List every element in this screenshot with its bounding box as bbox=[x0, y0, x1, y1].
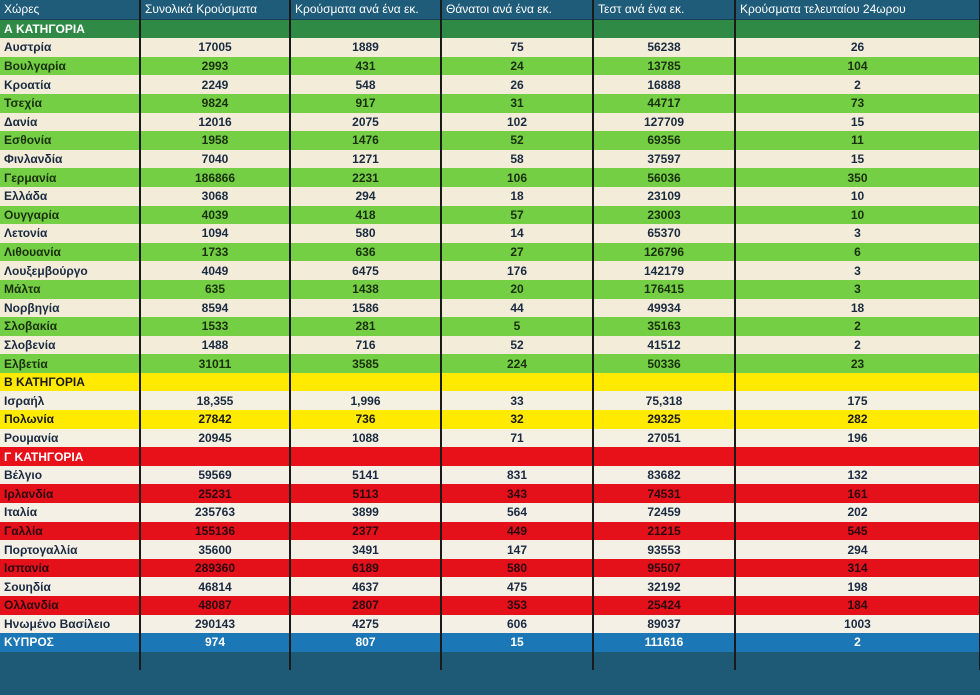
tests-per-million-cell[interactable]: 25424 bbox=[593, 596, 735, 615]
cases-per-million-cell[interactable]: 716 bbox=[290, 336, 441, 355]
table-row bbox=[0, 168, 980, 187]
tests-per-million-cell[interactable]: 13785 bbox=[593, 57, 735, 76]
country-cell[interactable]: Ελβετία bbox=[0, 354, 140, 373]
total-cases-cell[interactable]: 9824 bbox=[140, 94, 290, 113]
table-row bbox=[0, 354, 980, 373]
country-cell[interactable]: Πορτογαλλία bbox=[0, 540, 140, 559]
table-row bbox=[0, 224, 980, 243]
last-24h-cell[interactable]: 3 bbox=[735, 224, 980, 243]
country-cell[interactable]: Γαλλία bbox=[0, 522, 140, 541]
last-24h-cell[interactable]: 2 bbox=[735, 633, 980, 652]
country-cell[interactable]: Ισπανία bbox=[0, 559, 140, 578]
total-cases-cell[interactable]: 46814 bbox=[140, 577, 290, 596]
deaths-per-million-cell[interactable]: 31 bbox=[441, 94, 593, 113]
total-cases-cell[interactable]: 59569 bbox=[140, 466, 290, 485]
deaths-per-million-cell[interactable]: 24 bbox=[441, 57, 593, 76]
tests-per-million-cell[interactable]: 126796 bbox=[593, 243, 735, 262]
total-cases-cell[interactable]: 635 bbox=[140, 280, 290, 299]
country-cell[interactable]: Φινλανδία bbox=[0, 150, 140, 169]
total-cases-cell[interactable]: 2993 bbox=[140, 57, 290, 76]
deaths-per-million-cell[interactable]: 27 bbox=[441, 243, 593, 262]
country-cell[interactable]: Δανία bbox=[0, 113, 140, 132]
tests-per-million-cell[interactable]: 29325 bbox=[593, 410, 735, 429]
table-row bbox=[0, 540, 980, 559]
table-row bbox=[0, 57, 980, 76]
country-cell[interactable]: Μάλτα bbox=[0, 280, 140, 299]
cases-per-million-cell[interactable]: 548 bbox=[290, 75, 441, 94]
deaths-per-million-cell[interactable]: 44 bbox=[441, 299, 593, 318]
tests-per-million-cell[interactable]: 83682 bbox=[593, 466, 735, 485]
last-24h-cell[interactable]: 132 bbox=[735, 466, 980, 485]
tests-per-million-cell[interactable]: 35163 bbox=[593, 317, 735, 336]
last-24h-cell[interactable]: 545 bbox=[735, 522, 980, 541]
country-cell[interactable]: ΚΥΠΡΟΣ bbox=[0, 633, 140, 652]
table-row bbox=[0, 484, 980, 503]
cases-per-million-cell[interactable]: 2231 bbox=[290, 168, 441, 187]
last-24h-cell[interactable]: 198 bbox=[735, 577, 980, 596]
category-row bbox=[0, 373, 980, 392]
deaths-per-million-cell[interactable]: 580 bbox=[441, 559, 593, 578]
header-tests-per-million[interactable]: Τεστ ανά ένα εκ. bbox=[593, 0, 735, 19]
deaths-per-million-cell[interactable]: 5 bbox=[441, 317, 593, 336]
tests-per-million-cell[interactable]: 50336 bbox=[593, 354, 735, 373]
country-cell[interactable] bbox=[0, 652, 140, 671]
total-cases-cell[interactable]: 290143 bbox=[140, 615, 290, 634]
table-row bbox=[0, 243, 980, 262]
last-24h-cell[interactable]: 73 bbox=[735, 94, 980, 113]
table-row bbox=[0, 38, 980, 57]
tests-per-million-cell[interactable]: 142179 bbox=[593, 261, 735, 280]
tests-per-million-cell[interactable]: 37597 bbox=[593, 150, 735, 169]
country-cell[interactable]: Ισραήλ bbox=[0, 391, 140, 410]
country-cell[interactable]: Βουλγαρία bbox=[0, 57, 140, 76]
last-24h-cell[interactable]: 26 bbox=[735, 38, 980, 57]
last-24h-cell[interactable]: 2 bbox=[735, 317, 980, 336]
table-row bbox=[0, 280, 980, 299]
table-row bbox=[0, 336, 980, 355]
cases-per-million-cell[interactable]: 2075 bbox=[290, 113, 441, 132]
last-24h-cell[interactable]: 161 bbox=[735, 484, 980, 503]
tests-per-million-cell[interactable]: 127709 bbox=[593, 113, 735, 132]
deaths-per-million-cell[interactable]: 26 bbox=[441, 75, 593, 94]
total-cases-cell[interactable]: 4039 bbox=[140, 206, 290, 225]
category-row bbox=[0, 19, 980, 38]
total-cases-cell[interactable]: 2249 bbox=[140, 75, 290, 94]
deaths-per-million-cell[interactable]: 353 bbox=[441, 596, 593, 615]
cases-per-million-cell[interactable]: 3899 bbox=[290, 503, 441, 522]
tests-per-million-cell[interactable]: 56036 bbox=[593, 168, 735, 187]
total-cases-cell[interactable]: 186866 bbox=[140, 168, 290, 187]
table-row bbox=[0, 410, 980, 429]
cases-per-million-cell[interactable]: 6475 bbox=[290, 261, 441, 280]
deaths-per-million-cell[interactable]: 224 bbox=[441, 354, 593, 373]
tests-per-million-cell[interactable]: 32192 bbox=[593, 577, 735, 596]
tests-per-million-cell[interactable] bbox=[593, 373, 735, 392]
cases-per-million-cell[interactable]: 2377 bbox=[290, 522, 441, 541]
deaths-per-million-cell[interactable]: 564 bbox=[441, 503, 593, 522]
cases-per-million-cell[interactable]: 3585 bbox=[290, 354, 441, 373]
total-cases-cell[interactable]: 17005 bbox=[140, 38, 290, 57]
deaths-per-million-cell[interactable]: 52 bbox=[441, 131, 593, 150]
total-cases-cell[interactable] bbox=[140, 19, 290, 38]
tests-per-million-cell[interactable]: 23003 bbox=[593, 206, 735, 225]
cases-per-million-cell[interactable]: 418 bbox=[290, 206, 441, 225]
country-cell[interactable]: Βέλγιο bbox=[0, 466, 140, 485]
total-cases-cell[interactable]: 4049 bbox=[140, 261, 290, 280]
category-label[interactable]: Β ΚΑΤΗΓΟΡΙΑ bbox=[0, 373, 140, 392]
last-24h-cell[interactable]: 11 bbox=[735, 131, 980, 150]
total-cases-cell[interactable]: 48087 bbox=[140, 596, 290, 615]
header-total-cases[interactable]: Συνολικά Κρούσματα bbox=[140, 0, 290, 19]
cases-per-million-cell[interactable]: 4637 bbox=[290, 577, 441, 596]
header-last-24h-cases[interactable]: Κρούσματα τελευταίου 24ωρου bbox=[735, 0, 980, 19]
total-cases-cell[interactable]: 235763 bbox=[140, 503, 290, 522]
last-24h-cell[interactable]: 350 bbox=[735, 168, 980, 187]
last-24h-cell[interactable]: 10 bbox=[735, 206, 980, 225]
table-row bbox=[0, 429, 980, 448]
total-cases-cell[interactable]: 1094 bbox=[140, 224, 290, 243]
total-cases-cell[interactable]: 289360 bbox=[140, 559, 290, 578]
tests-per-million-cell[interactable] bbox=[593, 19, 735, 38]
deaths-per-million-cell[interactable]: 449 bbox=[441, 522, 593, 541]
tests-per-million-cell[interactable]: 49934 bbox=[593, 299, 735, 318]
table-row bbox=[0, 577, 980, 596]
deaths-per-million-cell[interactable]: 15 bbox=[441, 633, 593, 652]
total-cases-cell[interactable]: 18,355 bbox=[140, 391, 290, 410]
category-row bbox=[0, 447, 980, 466]
total-cases-cell[interactable]: 8594 bbox=[140, 299, 290, 318]
total-cases-cell[interactable]: 1733 bbox=[140, 243, 290, 262]
last-24h-cell[interactable]: 196 bbox=[735, 429, 980, 448]
tests-per-million-cell[interactable]: 95507 bbox=[593, 559, 735, 578]
deaths-per-million-cell[interactable]: 831 bbox=[441, 466, 593, 485]
category-label[interactable]: Α ΚΑΤΗΓΟΡΙΑ bbox=[0, 19, 140, 38]
tests-per-million-cell[interactable]: 111616 bbox=[593, 633, 735, 652]
table-row bbox=[0, 522, 980, 541]
deaths-per-million-cell[interactable] bbox=[441, 652, 593, 671]
total-cases-cell[interactable] bbox=[140, 447, 290, 466]
last-24h-cell[interactable]: 2 bbox=[735, 75, 980, 94]
tests-per-million-cell[interactable]: 44717 bbox=[593, 94, 735, 113]
cases-per-million-cell[interactable]: 4275 bbox=[290, 615, 441, 634]
cases-per-million-cell[interactable]: 5113 bbox=[290, 484, 441, 503]
table-row bbox=[0, 187, 980, 206]
cases-per-million-cell[interactable]: 1,996 bbox=[290, 391, 441, 410]
tests-per-million-cell[interactable]: 21215 bbox=[593, 522, 735, 541]
deaths-per-million-cell[interactable]: 147 bbox=[441, 540, 593, 559]
total-cases-cell[interactable]: 1958 bbox=[140, 131, 290, 150]
total-cases-cell[interactable]: 974 bbox=[140, 633, 290, 652]
last-24h-cell[interactable]: 15 bbox=[735, 150, 980, 169]
cases-per-million-cell[interactable]: 2807 bbox=[290, 596, 441, 615]
cases-per-million-cell[interactable]: 294 bbox=[290, 187, 441, 206]
total-cases-cell[interactable]: 20945 bbox=[140, 429, 290, 448]
total-cases-cell[interactable]: 35600 bbox=[140, 540, 290, 559]
tests-per-million-cell[interactable]: 65370 bbox=[593, 224, 735, 243]
last-24h-cell[interactable]: 18 bbox=[735, 299, 980, 318]
deaths-per-million-cell[interactable]: 57 bbox=[441, 206, 593, 225]
tests-per-million-cell[interactable]: 75,318 bbox=[593, 391, 735, 410]
tests-per-million-cell[interactable] bbox=[593, 447, 735, 466]
country-cell[interactable]: Ολλανδία bbox=[0, 596, 140, 615]
table-row bbox=[0, 150, 980, 169]
country-cell[interactable]: Τσεχία bbox=[0, 94, 140, 113]
cases-per-million-cell[interactable] bbox=[290, 447, 441, 466]
last-24h-cell[interactable]: 15 bbox=[735, 113, 980, 132]
cases-per-million-cell[interactable]: 636 bbox=[290, 243, 441, 262]
cases-per-million-cell[interactable]: 1271 bbox=[290, 150, 441, 169]
country-cell[interactable]: Σουηδία bbox=[0, 577, 140, 596]
country-cell[interactable]: Λουξεμβούργο bbox=[0, 261, 140, 280]
header-row bbox=[0, 0, 980, 19]
table-row bbox=[0, 94, 980, 113]
header-countries[interactable]: Χώρες bbox=[0, 0, 140, 19]
cases-per-million-cell[interactable]: 917 bbox=[290, 94, 441, 113]
tests-per-million-cell[interactable]: 93553 bbox=[593, 540, 735, 559]
country-cell[interactable]: Εσθονία bbox=[0, 131, 140, 150]
cases-per-million-cell[interactable]: 6189 bbox=[290, 559, 441, 578]
tests-per-million-cell[interactable]: 27051 bbox=[593, 429, 735, 448]
last-24h-cell[interactable]: 6 bbox=[735, 243, 980, 262]
last-24h-cell[interactable]: 2 bbox=[735, 336, 980, 355]
total-cases-cell[interactable]: 1488 bbox=[140, 336, 290, 355]
tests-per-million-cell[interactable] bbox=[593, 652, 735, 671]
table-row bbox=[0, 615, 980, 634]
country-cell[interactable]: Ουγγαρία bbox=[0, 206, 140, 225]
total-cases-cell[interactable]: 31011 bbox=[140, 354, 290, 373]
deaths-per-million-cell[interactable]: 32 bbox=[441, 410, 593, 429]
cases-per-million-cell[interactable]: 1586 bbox=[290, 299, 441, 318]
last-24h-cell[interactable]: 10 bbox=[735, 187, 980, 206]
total-cases-cell[interactable]: 25231 bbox=[140, 484, 290, 503]
total-cases-cell[interactable]: 1533 bbox=[140, 317, 290, 336]
country-cell[interactable]: Γερμανία bbox=[0, 168, 140, 187]
table-row bbox=[0, 75, 980, 94]
total-cases-cell[interactable]: 27842 bbox=[140, 410, 290, 429]
table-row bbox=[0, 317, 980, 336]
last-24h-cell[interactable] bbox=[735, 652, 980, 671]
deaths-per-million-cell[interactable]: 343 bbox=[441, 484, 593, 503]
total-cases-cell[interactable]: 3068 bbox=[140, 187, 290, 206]
country-cell[interactable]: Σλοβακία bbox=[0, 317, 140, 336]
tests-per-million-cell[interactable]: 16888 bbox=[593, 75, 735, 94]
tests-per-million-cell[interactable]: 56238 bbox=[593, 38, 735, 57]
header-deaths-per-million[interactable]: Θάνατοι ανά ένα εκ. bbox=[441, 0, 593, 19]
table-row bbox=[0, 466, 980, 485]
cases-per-million-cell[interactable]: 736 bbox=[290, 410, 441, 429]
country-cell[interactable]: Ρουμανία bbox=[0, 429, 140, 448]
tests-per-million-cell[interactable]: 23109 bbox=[593, 187, 735, 206]
category-label[interactable]: Γ ΚΑΤΗΓΟΡΙΑ bbox=[0, 447, 140, 466]
last-24h-cell[interactable]: 282 bbox=[735, 410, 980, 429]
last-24h-cell[interactable]: 1003 bbox=[735, 615, 980, 634]
table-row bbox=[0, 261, 980, 280]
deaths-per-million-cell[interactable] bbox=[441, 373, 593, 392]
cases-per-million-cell[interactable]: 580 bbox=[290, 224, 441, 243]
tests-per-million-cell[interactable]: 89037 bbox=[593, 615, 735, 634]
tests-per-million-cell[interactable]: 41512 bbox=[593, 336, 735, 355]
total-cases-cell[interactable]: 7040 bbox=[140, 150, 290, 169]
total-cases-cell[interactable]: 12016 bbox=[140, 113, 290, 132]
table-row bbox=[0, 596, 980, 615]
country-cell[interactable]: Ιρλανδία bbox=[0, 484, 140, 503]
country-cell[interactable]: Κροατία bbox=[0, 75, 140, 94]
table-row bbox=[0, 633, 980, 652]
country-cell[interactable]: Αυστρία bbox=[0, 38, 140, 57]
country-cell[interactable]: Πολωνία bbox=[0, 410, 140, 429]
table-row bbox=[0, 503, 980, 522]
country-cell[interactable]: Ελλάδα bbox=[0, 187, 140, 206]
last-24h-cell[interactable]: 314 bbox=[735, 559, 980, 578]
total-cases-cell[interactable] bbox=[140, 373, 290, 392]
last-24h-cell[interactable]: 104 bbox=[735, 57, 980, 76]
deaths-per-million-cell[interactable]: 606 bbox=[441, 615, 593, 634]
deaths-per-million-cell[interactable] bbox=[441, 447, 593, 466]
country-cell[interactable]: Νορβηγία bbox=[0, 299, 140, 318]
table-row bbox=[0, 559, 980, 578]
cases-per-million-cell[interactable]: 5141 bbox=[290, 466, 441, 485]
last-24h-cell[interactable] bbox=[735, 19, 980, 38]
tests-per-million-cell[interactable]: 74531 bbox=[593, 484, 735, 503]
empty-row bbox=[0, 652, 980, 671]
table-row bbox=[0, 391, 980, 410]
cases-per-million-cell[interactable]: 3491 bbox=[290, 540, 441, 559]
tests-per-million-cell[interactable]: 72459 bbox=[593, 503, 735, 522]
deaths-per-million-cell[interactable]: 106 bbox=[441, 168, 593, 187]
table-body bbox=[0, 19, 980, 670]
tests-per-million-cell[interactable]: 69356 bbox=[593, 131, 735, 150]
last-24h-cell[interactable] bbox=[735, 447, 980, 466]
cases-per-million-cell[interactable]: 1088 bbox=[290, 429, 441, 448]
header-cases-per-million[interactable]: Κρούσματα ανά ένα εκ. bbox=[290, 0, 441, 19]
country-cell[interactable]: Ηνωμένο Βασίλειο bbox=[0, 615, 140, 634]
cases-per-million-cell[interactable] bbox=[290, 19, 441, 38]
table-row bbox=[0, 131, 980, 150]
deaths-per-million-cell[interactable]: 71 bbox=[441, 429, 593, 448]
last-24h-cell[interactable]: 184 bbox=[735, 596, 980, 615]
deaths-per-million-cell[interactable]: 52 bbox=[441, 336, 593, 355]
last-24h-cell[interactable]: 202 bbox=[735, 503, 980, 522]
deaths-per-million-cell[interactable]: 75 bbox=[441, 38, 593, 57]
deaths-per-million-cell[interactable]: 176 bbox=[441, 261, 593, 280]
cases-per-million-cell[interactable] bbox=[290, 373, 441, 392]
table-row bbox=[0, 113, 980, 132]
deaths-per-million-cell[interactable]: 33 bbox=[441, 391, 593, 410]
table-row bbox=[0, 206, 980, 225]
deaths-per-million-cell[interactable]: 20 bbox=[441, 280, 593, 299]
cases-per-million-cell[interactable]: 281 bbox=[290, 317, 441, 336]
cases-per-million-cell[interactable]: 431 bbox=[290, 57, 441, 76]
last-24h-cell[interactable] bbox=[735, 373, 980, 392]
cases-per-million-cell[interactable]: 1889 bbox=[290, 38, 441, 57]
tests-per-million-cell[interactable]: 176415 bbox=[593, 280, 735, 299]
deaths-per-million-cell[interactable]: 475 bbox=[441, 577, 593, 596]
cases-per-million-cell[interactable] bbox=[290, 652, 441, 671]
deaths-per-million-cell[interactable] bbox=[441, 19, 593, 38]
country-cell[interactable]: Λετονία bbox=[0, 224, 140, 243]
last-24h-cell[interactable]: 23 bbox=[735, 354, 980, 373]
deaths-per-million-cell[interactable]: 18 bbox=[441, 187, 593, 206]
cases-per-million-cell[interactable]: 1438 bbox=[290, 280, 441, 299]
cases-per-million-cell[interactable]: 807 bbox=[290, 633, 441, 652]
total-cases-cell[interactable] bbox=[140, 652, 290, 671]
country-cell[interactable]: Λιθουανία bbox=[0, 243, 140, 262]
last-24h-cell[interactable]: 294 bbox=[735, 540, 980, 559]
deaths-per-million-cell[interactable]: 102 bbox=[441, 113, 593, 132]
last-24h-cell[interactable]: 175 bbox=[735, 391, 980, 410]
country-cell[interactable]: Ιταλία bbox=[0, 503, 140, 522]
total-cases-cell[interactable]: 155136 bbox=[140, 522, 290, 541]
cases-per-million-cell[interactable]: 1476 bbox=[290, 131, 441, 150]
deaths-per-million-cell[interactable]: 58 bbox=[441, 150, 593, 169]
deaths-per-million-cell[interactable]: 14 bbox=[441, 224, 593, 243]
country-cell[interactable]: Σλοβενία bbox=[0, 336, 140, 355]
table-row bbox=[0, 299, 980, 318]
last-24h-cell[interactable]: 3 bbox=[735, 280, 980, 299]
last-24h-cell[interactable]: 3 bbox=[735, 261, 980, 280]
